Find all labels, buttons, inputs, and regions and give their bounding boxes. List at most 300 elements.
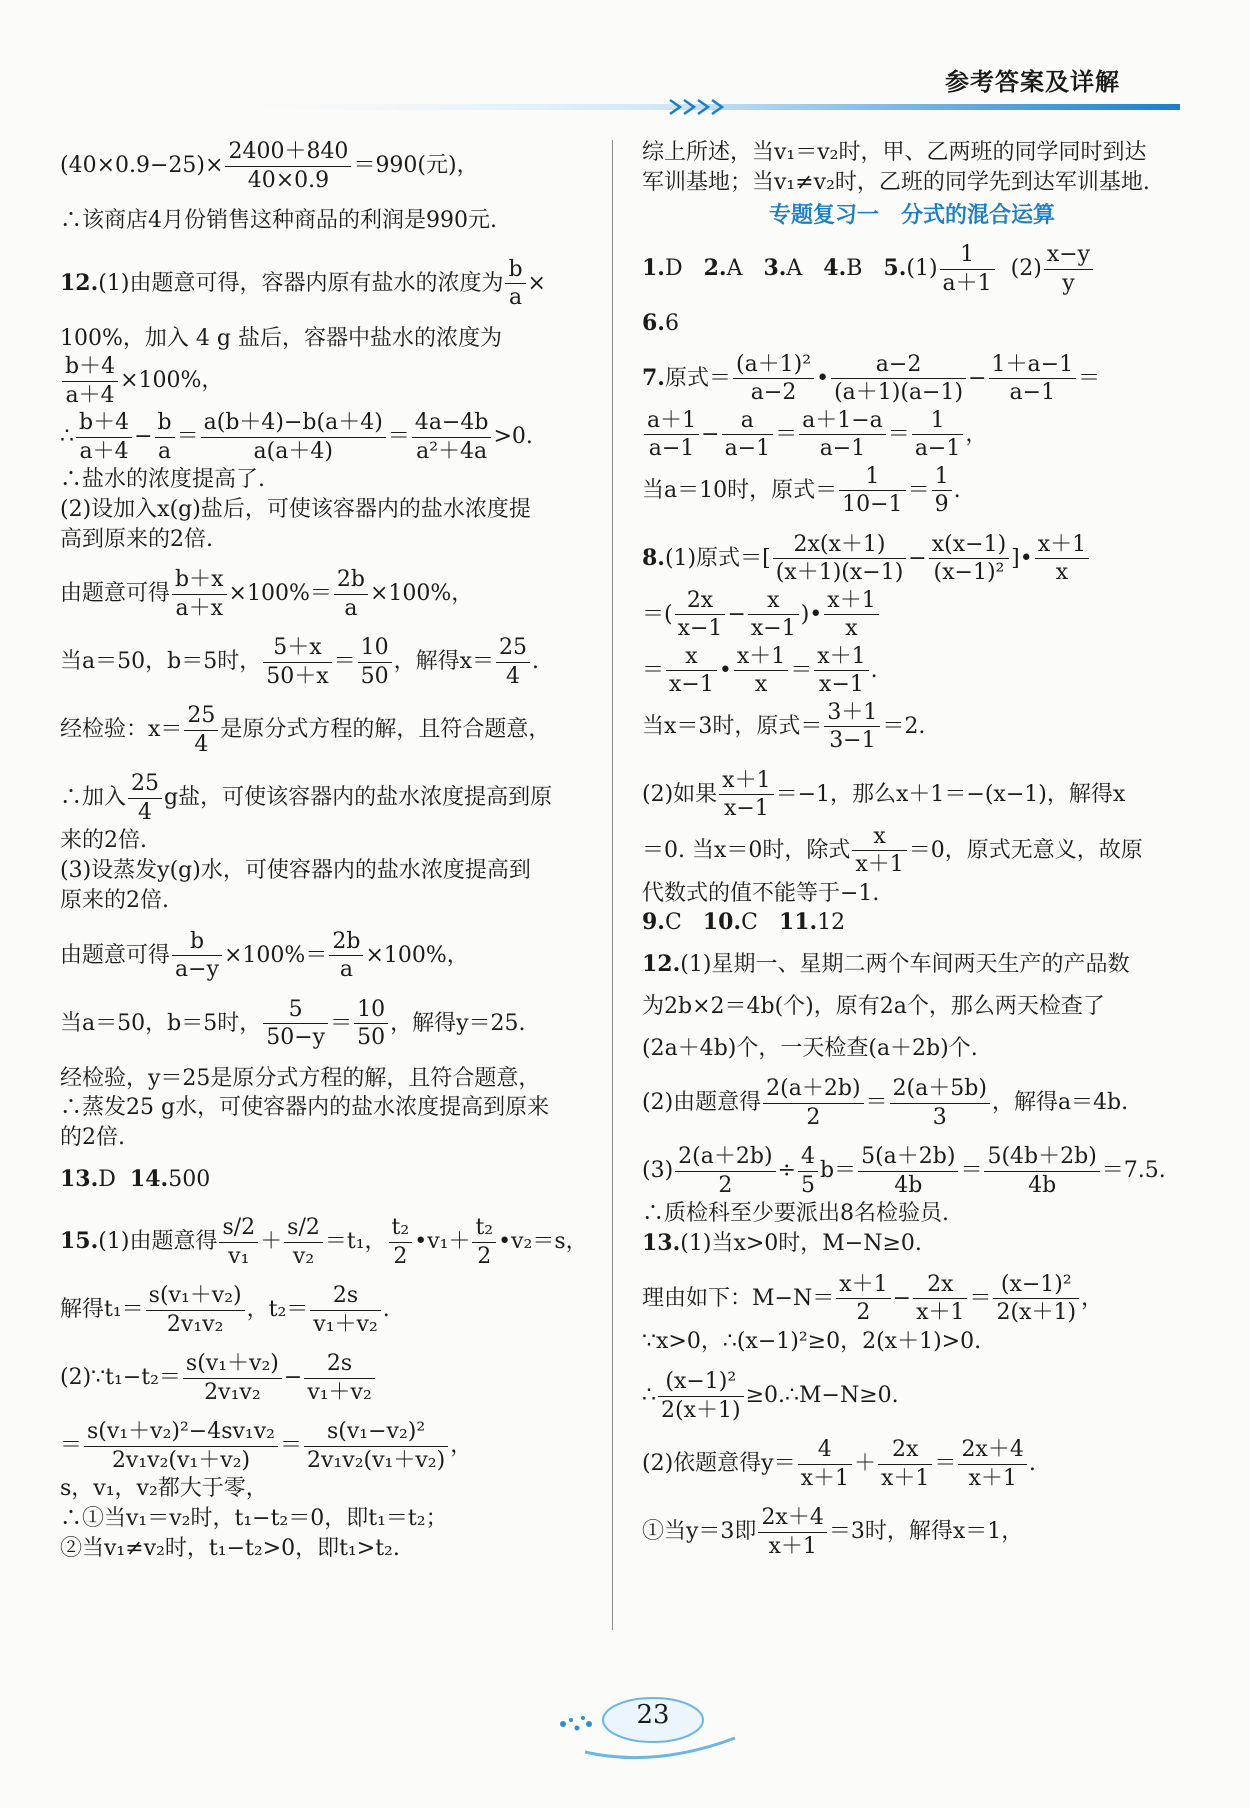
denominator: x−1 [723,796,769,822]
line [642,1271,1182,1327]
text: ∴ [60,424,74,450]
fraction [128,770,162,826]
line [642,643,1182,699]
question-number: 1. [642,255,665,282]
line [642,699,1182,755]
text: 由题意可得 [60,942,171,968]
numerator: 2400＋840 [225,138,351,167]
line: ②当v₁≠v₂时，t₁−t₂>0，即t₁>t₂. [60,1535,400,1561]
fraction [824,699,880,755]
operator: − [908,545,927,571]
line: (2)设加入x(g)盐后，可使该容器内的盐水浓度提 [60,497,531,523]
line: 经检验，y＝25是原分式方程的解，且符合题意， [60,1065,541,1091]
fraction [329,928,363,984]
fraction [839,463,905,519]
numerator: s(v₁−v₂)² [304,1418,448,1447]
fraction [734,643,788,699]
answer: D [664,256,683,282]
denominator: 2 [477,1243,492,1269]
fraction [201,409,386,465]
text: •v₂＝s， [498,1229,588,1255]
numerator: a(b＋4)−b(a＋4) [201,409,386,438]
numerator: 2(a＋5b) [890,1075,990,1104]
numerator: x＋1 [1035,531,1089,560]
fraction [858,1143,958,1199]
page-footer [545,1690,765,1770]
denominator: 2 [718,1172,733,1198]
numerator: x＋1 [814,643,868,672]
text: ， [965,421,988,447]
denominator: 3 [932,1104,947,1130]
fraction [84,1418,278,1474]
line [60,702,600,758]
question-number: 2. [703,255,727,282]
fraction [183,1350,282,1406]
numerator: 2x [913,1271,967,1300]
fraction [472,1214,496,1270]
numerator: b [505,256,525,285]
text: (2)由题意得 [642,1090,762,1116]
operator: − [727,601,746,627]
fraction [758,1504,826,1560]
text: ×100%＝ [224,942,328,968]
fraction [666,643,717,699]
denominator: 10−1 [842,492,903,518]
fraction [675,1143,775,1199]
fraction [310,1282,381,1338]
denominator: a²＋4a [416,438,488,464]
numerator: s(v₁＋v₂)²−4sv₁v₂ [84,1418,278,1447]
line [642,1368,1182,1424]
denominator: 2 [806,1104,821,1130]
numerator: x(x−1) [929,531,1009,560]
denominator: a [339,957,353,982]
denominator: 3−1 [829,728,876,754]
denominator: x−1 [750,616,796,642]
numerator: 1＋a−1 [989,351,1077,380]
fraction [733,351,814,407]
answer: C [664,910,682,936]
numerator: 1 [839,463,905,492]
numerator: 25 [184,702,218,731]
fraction [798,1143,818,1199]
operator: − [892,1285,912,1311]
denominator: 50＋x [266,663,329,689]
line: 为2b×2＝4b(个)，原有2a个，那么两天检查了 [642,993,1105,1019]
line [60,1418,600,1474]
text: •v₁＋ [414,1229,471,1255]
fraction [284,1214,323,1270]
line [60,138,600,194]
text: . [382,1297,390,1323]
fraction [993,1271,1079,1327]
numerator: 1 [940,241,995,270]
question-number: 11. [778,909,818,936]
answer: 6 [664,311,679,337]
text: 当a＝10时，原式＝ [642,477,838,503]
question-number: 12. [642,951,681,978]
fraction [958,1436,1026,1492]
numerator: x [666,643,717,672]
fraction [263,634,331,690]
denominator: 2 [393,1243,408,1269]
numerator: 5(4b＋2b) [984,1143,1099,1172]
line: (3)设蒸发y(g)水，可使容器内的盐水浓度提高到 [60,858,531,884]
denominator: (x−1)² [933,560,1005,586]
operator: ÷ [777,1158,796,1184]
denominator: (x＋1)(x−1) [775,560,904,586]
answer: 12 [817,910,846,936]
question-number: 15. [60,1228,99,1255]
text: ＝( [642,601,673,627]
operator: ＝ [280,1433,303,1459]
header-decoration [250,96,1180,120]
denominator: a(a＋4) [253,438,333,464]
numerator: a−2 [831,351,966,380]
text: 当a＝50，b＝5时， [60,649,262,675]
text: (2) [1010,256,1042,282]
numerator: s/2 [219,1214,258,1243]
fraction [932,463,952,519]
question-number: 13. [60,1165,99,1192]
operator: ＝ [387,424,410,450]
fraction [878,1436,932,1492]
page-number: 23 [636,1700,670,1730]
line [642,767,1182,823]
numerator: (a＋1)² [733,351,814,380]
line: 来的2倍. [60,828,147,854]
numerator: x＋1 [824,587,878,616]
denominator: 4 [506,663,521,689]
operator: ＝ [790,657,813,683]
numerator: a＋1−a [799,407,886,436]
denominator: a＋x [175,595,224,621]
fraction [155,409,175,465]
denominator: 2(x＋1) [661,1397,741,1423]
fraction [814,643,868,699]
text: ＝0，原式无意义，故原 [908,837,1143,863]
operator: ＝ [969,1285,992,1311]
text: (2)依题意得y＝ [642,1451,796,1477]
fraction [836,1271,890,1327]
line [642,587,1182,643]
answer: B [846,256,863,282]
numerator: 1 [932,463,952,492]
text: ≥0.∴M−N≥0. [745,1383,899,1409]
question-number: 7. [642,364,665,391]
operator: ＝ [176,424,199,450]
line [60,1214,600,1270]
line [60,409,600,465]
numerator: s(v₁＋v₂) [183,1350,282,1379]
denominator: a−1 [648,436,695,462]
text: 解得t₁＝ [60,1297,144,1323]
denominator: 50 [360,663,389,689]
question-number: 10. [702,909,742,936]
line: 综上所述，当v₁＝v₂时，甲、乙两班的同学同时到达 [642,140,1147,165]
fraction [719,767,773,823]
numerator: 2x＋4 [958,1436,1026,1465]
numerator: t₂ [472,1214,496,1243]
question-number: 4. [823,255,847,282]
text: >0. [493,424,533,450]
denominator: x−1 [669,672,714,698]
right-column [642,138,1182,1560]
denominator: a＋1 [942,270,992,296]
fraction [184,702,218,758]
denominator: a−1 [914,436,961,462]
fraction [799,407,886,463]
fraction [824,587,878,643]
fraction [1035,531,1089,587]
line [642,908,1182,938]
text: ，解得y＝25. [390,1010,526,1036]
numerator: 2x [675,587,726,616]
fraction [496,634,530,690]
denominator: 5 [800,1172,815,1198]
numerator: x [852,823,906,852]
text: (2)如果 [642,781,718,807]
text: ＝0. 当x＝0时，除式 [642,837,851,863]
text: ×100%， [365,942,469,968]
line: ∵x>0，∴(x−1)²≥0，2(x＋1)>0. [642,1328,982,1354]
denominator: v₁＋v₂ [307,1379,372,1405]
numerator: a＋1 [644,407,699,436]
operator: ]• [1011,545,1033,571]
text: ∴ [642,1383,656,1409]
answer: A [726,256,743,282]
fraction [146,1282,245,1338]
fraction [773,531,907,587]
text: ＝990(元)， [353,153,479,178]
numerator: 25 [128,770,162,799]
numerator: 2b [329,928,363,957]
numerator: s/2 [284,1214,323,1243]
numerator: x＋1 [719,767,773,796]
text: 当a＝50，b＝5时， [60,1010,262,1036]
denominator: a [508,285,523,311]
numerator: 2s [310,1282,381,1311]
denominator: (a＋1)(a−1) [834,380,964,406]
text: 由题意可得 [60,581,171,607]
line: ∴质检科至少要派出8名检验员. [642,1201,949,1227]
text: ①当y＝3即 [642,1519,757,1545]
line [60,928,600,984]
answer: A [786,256,803,282]
line [60,634,600,690]
line: 原来的2倍. [60,887,169,913]
fraction [263,996,328,1052]
line [60,566,600,622]
denominator: 9 [934,492,949,518]
text: ，t₂＝ [246,1297,309,1323]
line [642,1075,1182,1131]
fraction [219,1214,258,1270]
numerator: 5(a＋2b) [858,1143,958,1172]
fraction [358,634,392,690]
fraction [989,351,1077,407]
fraction [62,353,118,409]
text: ，解得a＝4b. [991,1090,1129,1116]
numerator: a [722,407,774,436]
operator: • [816,365,830,391]
header-title: 参考答案及详解 [945,68,1120,96]
denominator: y [1062,270,1075,296]
fraction [76,409,132,465]
denominator: v₁＋v₂ [313,1311,378,1337]
fraction [852,823,906,879]
operator: ＋ [854,1451,877,1477]
fraction [304,1418,448,1474]
fraction [225,138,351,194]
denominator: 2v₁v₂ [204,1379,261,1405]
denominator: x [754,672,768,698]
operator: ＝ [775,421,798,447]
denominator: a＋4 [65,382,115,408]
operator: ＝ [333,649,356,675]
text: . [953,477,961,503]
text: ∴加入 [60,785,127,811]
text: g盐，可使该容器内的盐水浓度提高到原 [164,785,553,811]
question-number: 6. [642,310,665,337]
fraction [984,1143,1099,1199]
operator: − [134,424,153,450]
operator: ＝ [907,477,930,503]
text: ×100%， [369,581,474,607]
line: 代数式的值不能等于−1. [642,880,880,906]
line [60,770,600,826]
text: (3) [642,1158,674,1184]
numerator: b＋x [172,566,227,595]
text: ＝t₁， [324,1229,387,1255]
text: b＝ [819,1158,857,1184]
operator: − [283,1365,303,1391]
denominator: x−1 [819,672,864,698]
line [60,1165,600,1195]
denominator: a−1 [1009,380,1056,406]
operator: )• [800,601,823,627]
text: 是原分式方程的解，且符合题意， [220,717,551,743]
text: ×100%， [120,368,224,394]
question-number: 9. [642,909,665,936]
operator: − [968,365,987,391]
numerator: b＋4 [76,409,132,438]
line [642,1229,1182,1259]
operator: ＝ [330,1010,353,1036]
operator: ＝ [934,1451,957,1477]
numerator: x [748,587,799,616]
answer: 500 [168,1166,211,1192]
denominator: a [344,595,358,621]
line [642,309,1182,339]
question-number: 8. [642,544,665,571]
fraction [412,409,492,465]
denominator: x＋1 [800,1465,849,1491]
line [642,531,1182,587]
denominator: 2(x＋1) [996,1300,1077,1326]
denominator: a−1 [819,436,866,462]
denominator: 4b [894,1172,923,1198]
text: . [532,649,540,675]
left-column [60,138,600,1563]
denominator: x＋1 [968,1465,1017,1491]
text: 原式＝ [664,365,731,391]
numerator: x＋1 [734,643,788,672]
fraction [890,1075,990,1131]
text: ＝7.5. [1101,1158,1166,1184]
line: 军训基地；当v₁≠v₂时，乙班的同学先到达军训基地. [642,169,1150,195]
fraction [1044,241,1093,297]
line [60,256,600,312]
text: (2)∵t₁−t₂＝ [60,1365,181,1391]
fraction [940,241,995,297]
numerator: b＋4 [62,353,118,382]
numerator: 10 [354,996,388,1025]
denominator: 4 [138,799,153,825]
text: ＝−1，那么x＋1＝−(x−1)，解得x [775,781,1126,807]
denominator: x＋1 [881,1465,930,1491]
text: ， [450,1433,473,1459]
numerator: 2x [878,1436,932,1465]
text: × [527,270,546,296]
denominator: x [1055,560,1069,586]
fraction [304,1350,375,1406]
line [642,351,1182,407]
text: 理由如下：M−N＝ [642,1285,835,1311]
denominator: a−1 [724,436,771,462]
numerator: 5 [263,996,328,1025]
denominator: 2v₁v₂(v₁＋v₂) [307,1447,446,1473]
numerator: 2x(x＋1) [773,531,907,560]
numerator: t₂ [389,1214,413,1243]
line: ∴①当v₁＝v₂时，t₁−t₂＝0，即t₁＝t₂； [60,1505,448,1531]
numerator: x−y [1044,241,1093,270]
numerator: b [155,409,175,438]
fraction [748,587,799,643]
denominator: v₁ [228,1243,250,1269]
line [642,407,1182,463]
line: ∴盐水的浓度提高了. [60,467,265,493]
operator: ＝ [960,1158,983,1184]
text: . [870,657,878,683]
line [60,1282,600,1338]
text: ，解得x＝ [393,649,495,675]
denominator: x＋1 [768,1533,817,1559]
text: (1)原式＝[ [664,545,771,571]
text: ＝2. [882,713,926,739]
operator: ＝ [865,1090,888,1116]
line: 高到原来的2倍. [60,526,213,552]
fraction [798,1436,852,1492]
numerator: 4a−4b [412,409,492,438]
question-number: 14. [129,1165,169,1192]
fraction [913,1271,967,1327]
line: (2a＋4b)个，一天检查(a＋2b)个. [642,1035,978,1061]
numerator: 4 [798,1143,818,1172]
numerator: x＋1 [836,1271,890,1300]
text: . [1028,1451,1036,1477]
fraction [722,407,774,463]
fraction [505,256,525,312]
text: 当x＝3时，原式＝ [642,713,823,739]
column-divider [612,140,613,1630]
text: ×100%＝ [228,581,332,607]
numerator: (x−1)² [658,1368,744,1397]
text: (1)当x>0时，M−N≥0. [680,1230,922,1256]
line [60,996,600,1052]
line [642,823,1182,879]
numerator: 2x＋4 [758,1504,826,1533]
